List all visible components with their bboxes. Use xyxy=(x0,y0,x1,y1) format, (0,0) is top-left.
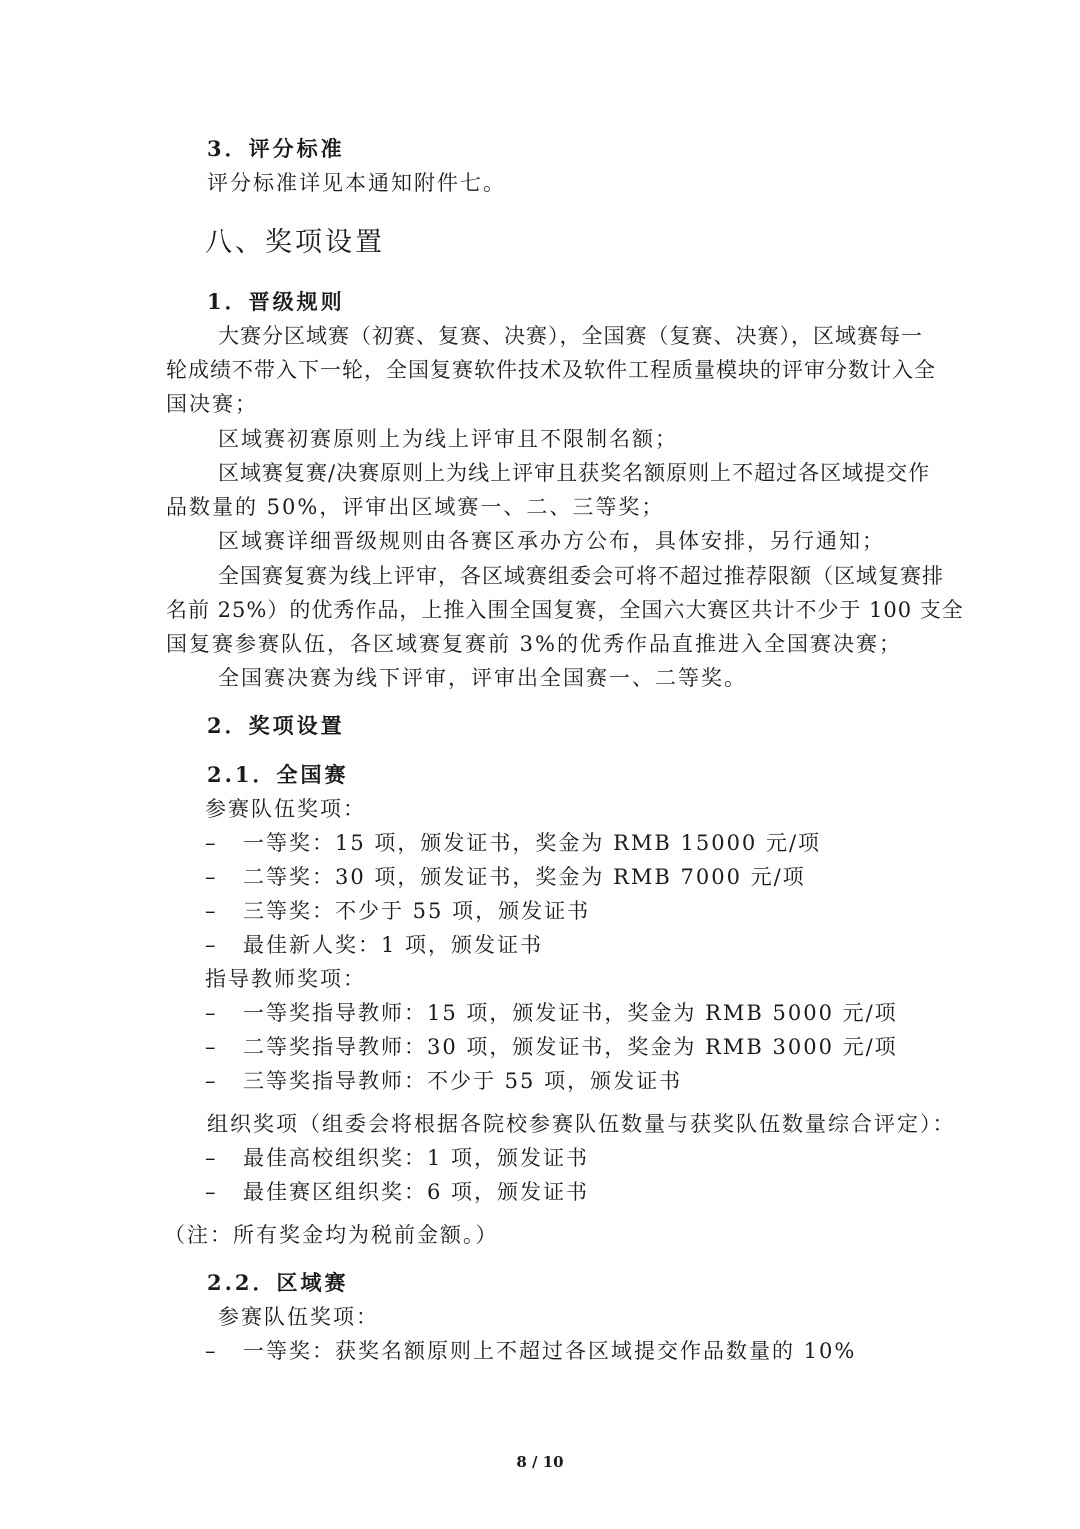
list-item: – 最佳高校组织奖：1 项，颁发证书 xyxy=(205,1143,589,1173)
dash-bullet: – xyxy=(205,1180,218,1204)
regional-team-label: 参赛队伍奖项： xyxy=(218,1305,379,1329)
dash-bullet: – xyxy=(205,1001,218,1025)
list-item: – 三等奖指导教师：不少于 55 项，颁发证书 xyxy=(205,1066,682,1096)
rules-paragraph-1-line-1: 大赛分区域赛（初赛、复赛、决赛），全国赛（复赛、决赛），区域赛每一 xyxy=(218,324,923,348)
rules-paragraph-5-line-3: 国复赛参赛队伍，各区域赛复赛前 3%的优秀作品直推进入全国赛决赛； xyxy=(166,632,902,656)
dash-bullet: – xyxy=(205,831,218,855)
rules-paragraph-6: 全国赛决赛为线下评审，评审出全国赛一、二等奖。 xyxy=(218,666,747,690)
rules-paragraph-5-line-2: 名前 25%）的优秀作品，上推入围全国复赛，全国六大赛区共计不少于 100 支全 xyxy=(166,598,964,622)
list-item: – 一等奖指导教师：15 项，颁发证书，奖金为 RMB 5000 元/项 xyxy=(205,998,898,1028)
rules-paragraph-3-line-1: 区域赛复赛/决赛原则上为线上评审且获奖名额原则上不超过各区域提交作 xyxy=(218,461,931,485)
national-heading: 2.1．全国赛 xyxy=(207,762,349,787)
dash-bullet: – xyxy=(205,865,218,889)
dash-bullet: – xyxy=(205,1339,218,1363)
dash-bullet: – xyxy=(205,899,218,923)
national-org-label: 组织奖项（组委会将根据各院校参赛队伍数量与获奖队伍数量综合评定）： xyxy=(207,1112,956,1136)
list-item: – 三等奖：不少于 55 项，颁发证书 xyxy=(205,896,590,926)
list-item: – 最佳新人奖：1 项，颁发证书 xyxy=(205,930,543,960)
dash-bullet: – xyxy=(205,933,218,957)
list-item: – 二等奖：30 项，颁发证书，奖金为 RMB 7000 元/项 xyxy=(205,862,806,892)
national-teacher-label: 指导教师奖项： xyxy=(205,967,366,991)
section-8-heading: 八、奖项设置 xyxy=(205,227,385,258)
rules-paragraph-1-line-3: 国决赛； xyxy=(166,392,258,416)
section-3-text: 评分标准详见本通知附件七。 xyxy=(207,171,506,195)
rules-paragraph-2: 区域赛初赛原则上为线上评审且不限制名额； xyxy=(218,427,678,451)
rules-paragraph-4: 区域赛详细晋级规则由各赛区承办方公布，具体安排，另行通知； xyxy=(218,529,885,553)
list-item: – 一等奖：获奖名额原则上不超过各区域提交作品数量的 10% xyxy=(205,1336,856,1366)
rules-paragraph-1-line-2: 轮成绩不带入下一轮，全国复赛软件技术及软件工程质量模块的评审分数计入全 xyxy=(166,358,936,382)
dash-bullet: – xyxy=(205,1035,218,1059)
list-item: – 一等奖：15 项，颁发证书，奖金为 RMB 15000 元/项 xyxy=(205,828,821,858)
national-note: （注：所有奖金均为税前金额。） xyxy=(164,1223,499,1247)
rules-paragraph-5-line-1: 全国赛复赛为线上评审，各区域赛组委会可将不超过推荐限额（区域复赛排 xyxy=(218,564,944,588)
section-3-heading: 3．评分标准 xyxy=(207,136,345,161)
list-item: – 最佳赛区组织奖：6 项，颁发证书 xyxy=(205,1177,589,1207)
dash-bullet: – xyxy=(205,1069,218,1093)
list-item: – 二等奖指导教师：30 项，颁发证书，奖金为 RMB 3000 元/项 xyxy=(205,1032,898,1062)
rules-heading: 1．晋级规则 xyxy=(207,289,345,314)
page-number: 8 / 10 xyxy=(516,1453,564,1471)
national-team-label: 参赛队伍奖项： xyxy=(205,797,366,821)
rules-paragraph-3-line-2: 品数量的 50%，评审出区域赛一、二、三等奖； xyxy=(166,495,665,519)
awards-heading: 2．奖项设置 xyxy=(207,713,345,738)
dash-bullet: – xyxy=(205,1146,218,1170)
regional-heading: 2.2．区域赛 xyxy=(207,1270,349,1295)
